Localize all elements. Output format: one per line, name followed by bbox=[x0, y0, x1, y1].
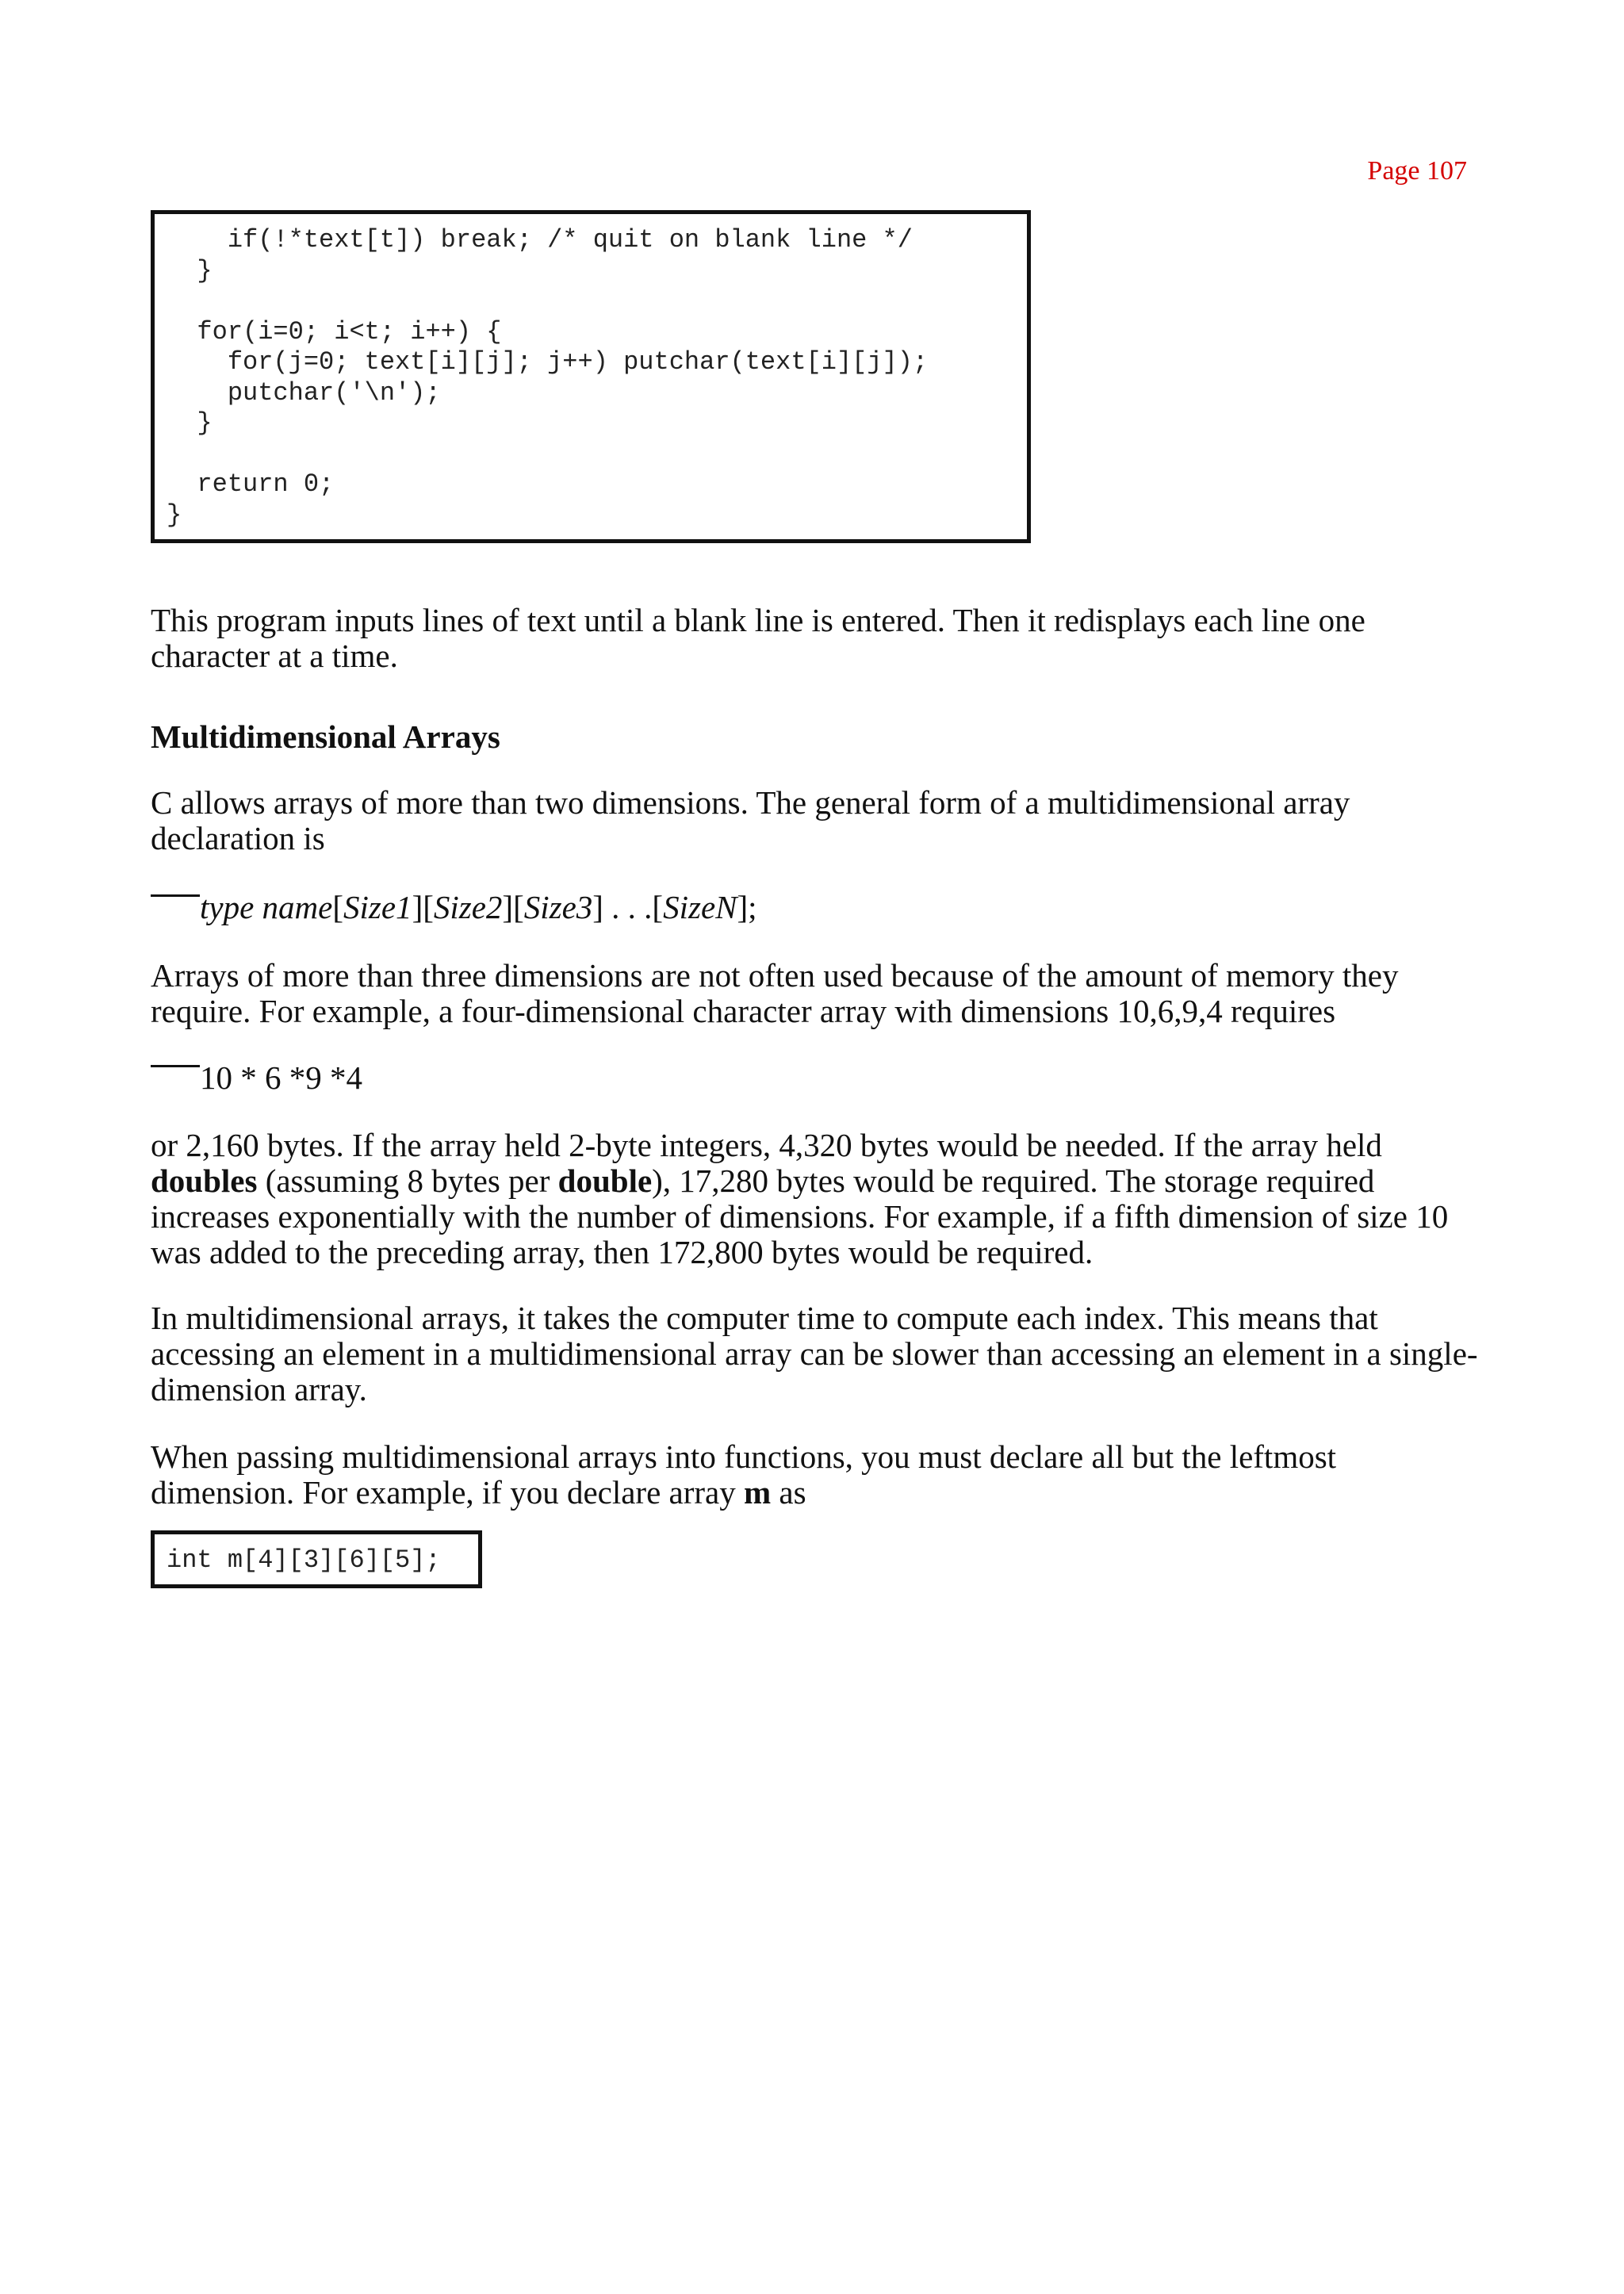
decl-ellipsis: ] . . .[ bbox=[592, 889, 664, 925]
page-number: Page 107 bbox=[1367, 156, 1467, 186]
general-form-paragraph: C allows arrays of more than two dimensions. The general form of a multidimensional array declaration is bbox=[151, 784, 1350, 856]
code-text: int m[4][3][6][5]; bbox=[167, 1545, 441, 1575]
bytes-text-2: (assuming 8 bytes per bbox=[257, 1162, 558, 1199]
declaration-text bbox=[200, 890, 757, 925]
section-heading: Multidimensional Arrays bbox=[151, 718, 500, 755]
decl-bracket: ][ bbox=[412, 889, 434, 925]
passing-text-2: as bbox=[771, 1474, 806, 1511]
passing-text-1: When passing multidimensional arrays into functions, you must declare all but the leftmost dimension. For example, if you declare array bbox=[151, 1438, 1337, 1511]
passing-paragraph bbox=[151, 1439, 1483, 1511]
decl-size3: Size3 bbox=[523, 889, 593, 925]
bytes-bold-double: double bbox=[557, 1162, 653, 1199]
bytes-text-3: ), 17,280 bytes would be required. The storage required increases exponentially with the number of dimensions. For example, if a fifth dimension of size 10 was added to the preceding array, then 172,800 bytes would be required. bbox=[151, 1162, 1449, 1270]
bytes-text-1: or 2,160 bytes. If the array held 2-byte integers, 4,320 bytes would be needed. If the array held bbox=[151, 1127, 1382, 1163]
code-block-text-loop bbox=[151, 210, 1031, 543]
product-formula bbox=[151, 1060, 362, 1096]
decl-sizeN: SizeN bbox=[663, 889, 737, 925]
indent-rule bbox=[151, 1065, 200, 1067]
bytes-paragraph bbox=[151, 1128, 1483, 1270]
index-time-paragraph: In multidimensional arrays, it takes the computer time to compute each index. This means that accessing an element in a multidimensional array can be slower than accessing an element in a single-dimension array. bbox=[151, 1300, 1478, 1407]
decl-type: type bbox=[200, 889, 255, 925]
memory-paragraph: Arrays of more than three dimensions are not often used because of the amount of memory they require. For example, a four-dimensional character array with dimensions 10,6,9,4 requires bbox=[151, 957, 1399, 1029]
passing-bold-m: m bbox=[744, 1474, 772, 1511]
decl-end: ]; bbox=[737, 889, 757, 925]
decl-size2: Size2 bbox=[433, 889, 503, 925]
bytes-bold-doubles: doubles bbox=[151, 1162, 258, 1199]
code-block-declaration bbox=[151, 1530, 482, 1588]
code-text: if(!*text[t]) break; /* quit on blank line */ } for(i=0; i<t; i++) { for(j=0; text[i][j]; j++) putchar(text[i][j]); putchar('\n'); } return 0; } bbox=[167, 225, 929, 530]
decl-bracket: ][ bbox=[502, 889, 524, 925]
decl-size1: Size1 bbox=[343, 889, 412, 925]
intro-paragraph: This program inputs lines of text until a blank line is entered. Then it redisplays each line one character at a time. bbox=[151, 602, 1365, 674]
general-form-declaration bbox=[151, 890, 757, 925]
decl-name: name bbox=[262, 889, 333, 925]
decl-bracket: [ bbox=[332, 889, 344, 925]
indent-rule bbox=[151, 894, 200, 897]
product-expression: 10 * 6 *9 *4 bbox=[200, 1059, 362, 1096]
